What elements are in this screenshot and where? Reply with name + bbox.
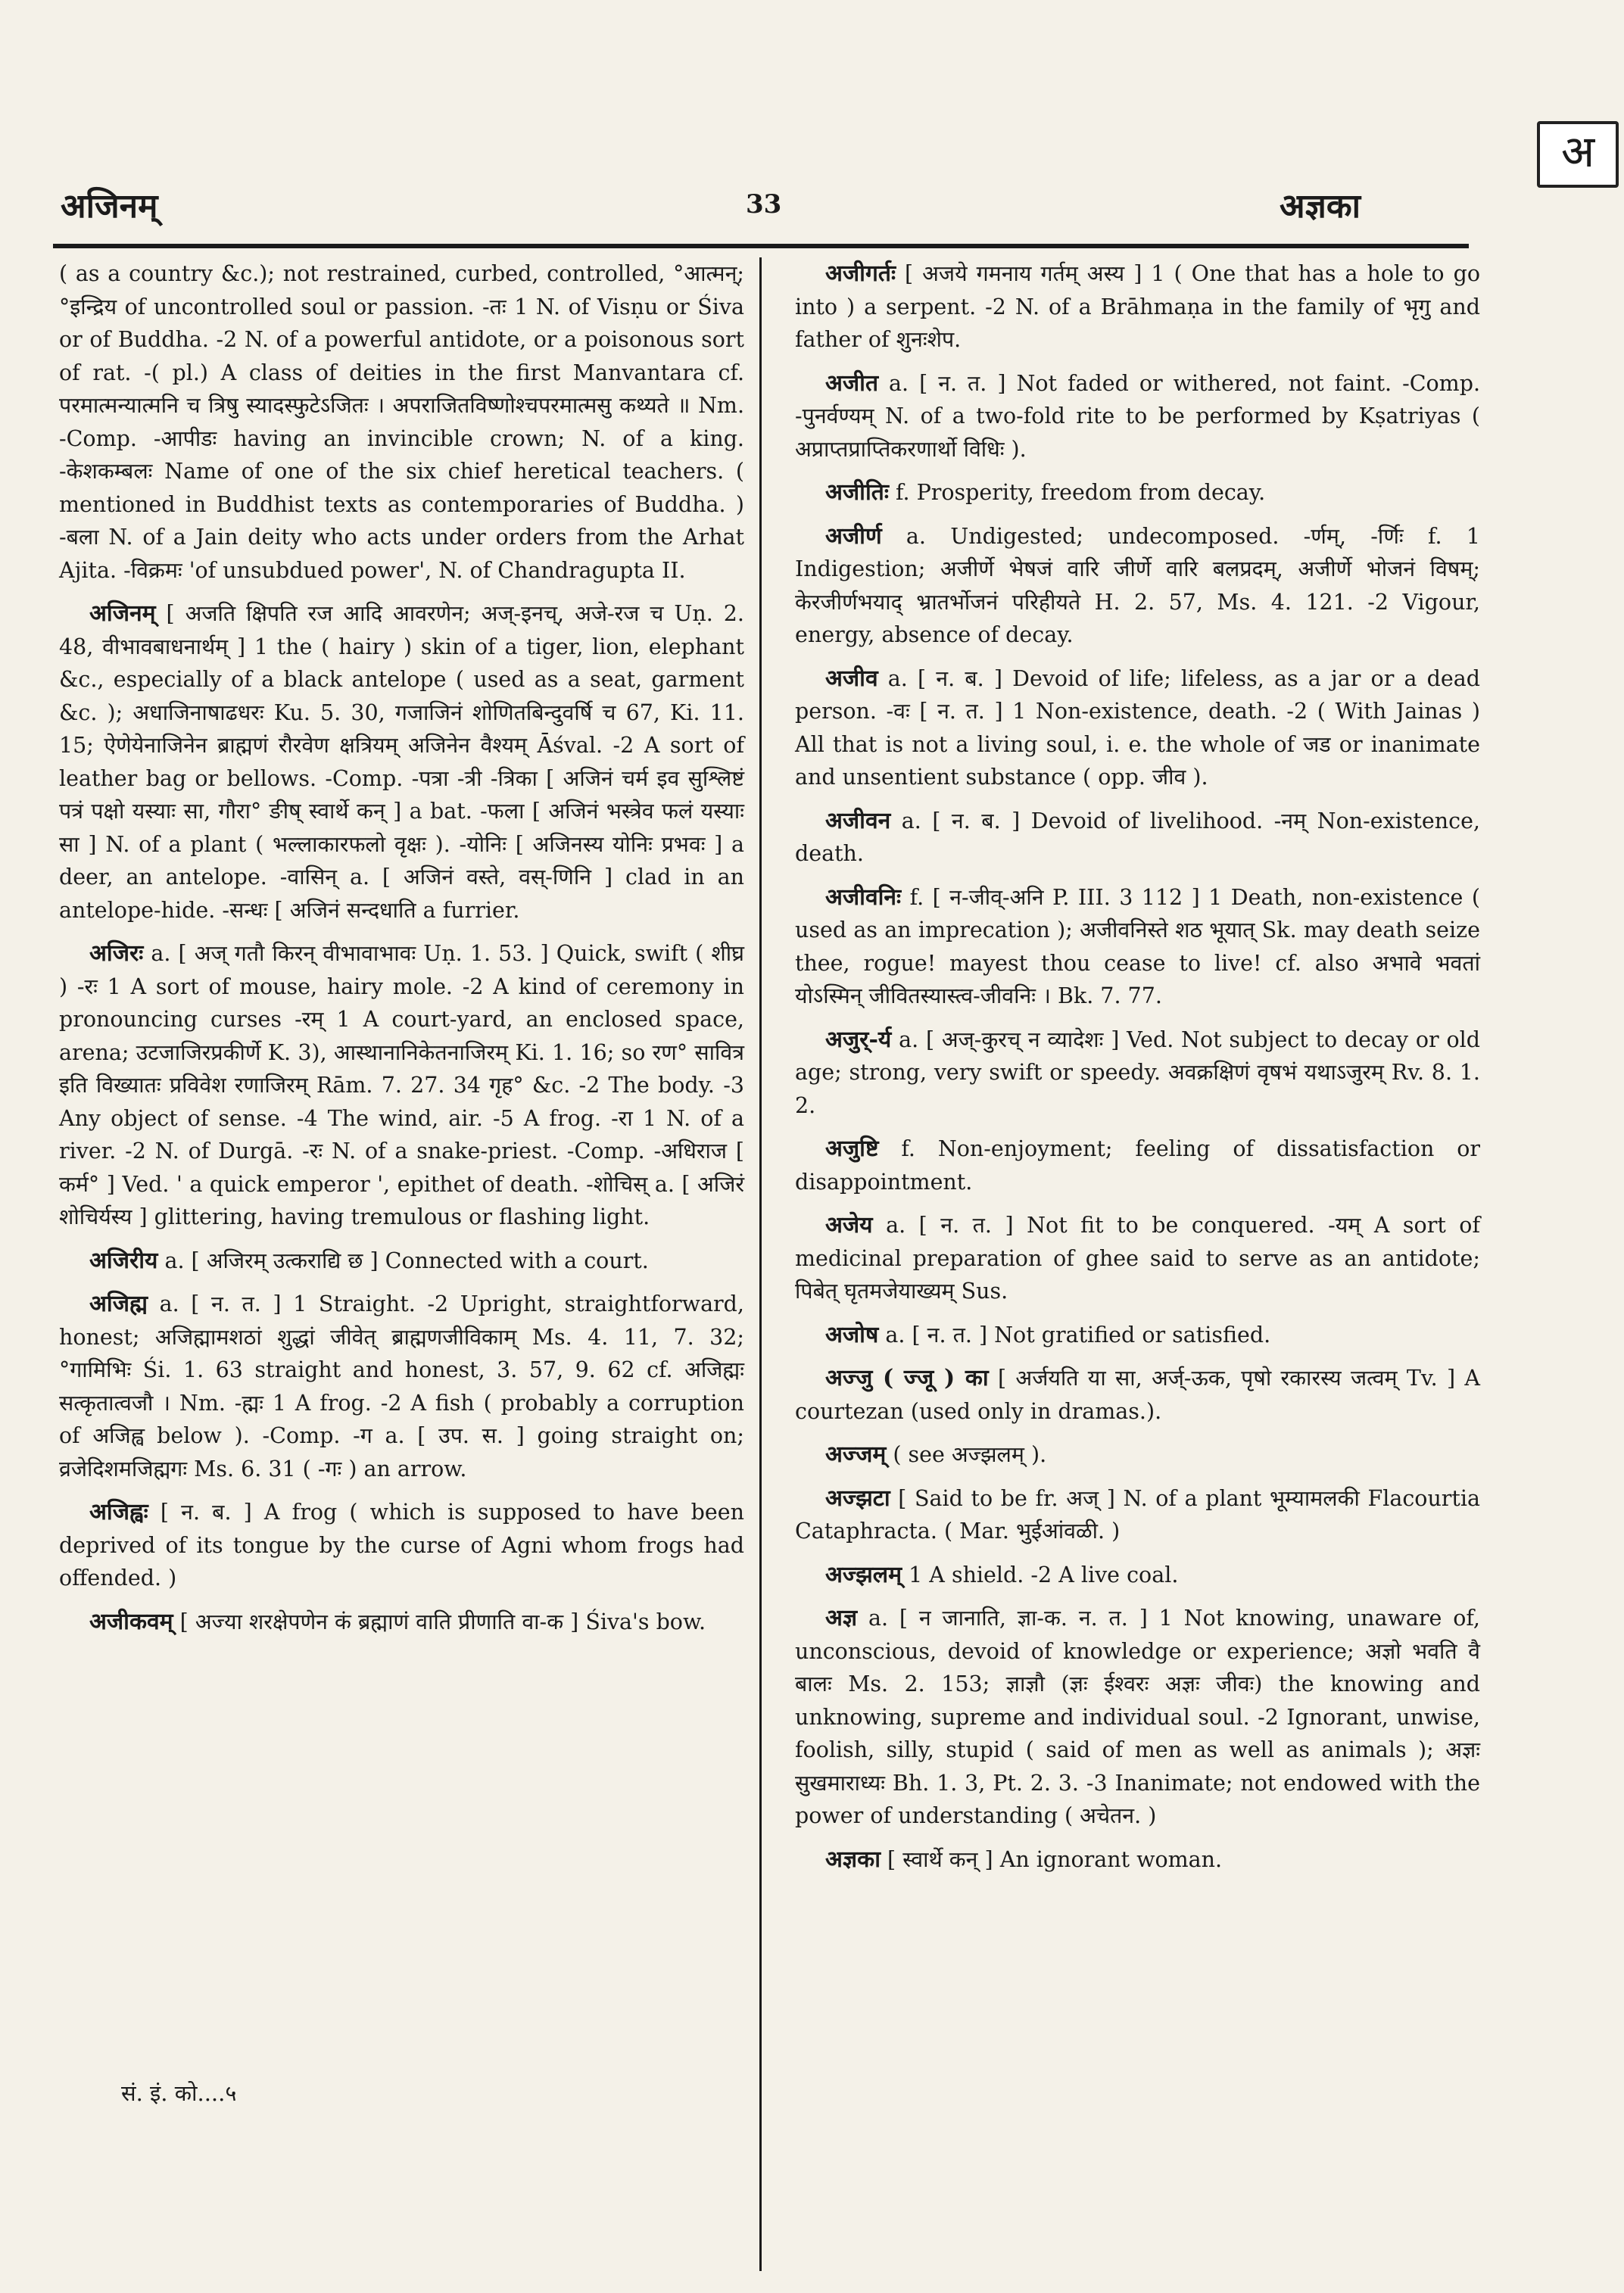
entry-headword: अजीत	[825, 369, 879, 397]
entry-headword: अजिह्म	[89, 1291, 148, 1317]
thumb-index-tab: अ	[1537, 121, 1619, 188]
header-first-word: अजिनम्	[61, 187, 158, 226]
entry-definition: a. [ न. त. ] Not faded or withered, not faint. -Comp. -पुनर्वण्यम् N. of a two-fold rite to be performed by Kṣatriyas ( अप्राप्तप्राप्तिकरणार्थो विधिः ).	[795, 370, 1480, 462]
dictionary-entry	[795, 257, 1480, 357]
page-number: 33	[746, 189, 782, 220]
dictionary-entry	[795, 1319, 1480, 1352]
entry-headword: अजिनम्	[89, 600, 156, 627]
entry-headword: अजीगर्तः	[825, 260, 896, 287]
entry-definition: a. [ न. त. ] Not gratified or satisfied.	[878, 1322, 1271, 1347]
dictionary-entry	[795, 805, 1480, 871]
entry-definition: a. Undigested; undecomposed. -र्णम्, -र्णिः f. 1 Indigestion; अजीर्णे भेषजं वारि जीर्णे वारि बलप्रदम्, अजीर्णे भोजनं विषम्; केरजीर्णभयाद् भ्रातर्भोजनं परिहीयते H. 2. 57, Ms. 4. 121. -2 Vigour, energy, absence of decay.	[795, 523, 1480, 647]
dictionary-entry	[795, 1843, 1480, 1877]
entry-headword: अजेय	[825, 1212, 873, 1238]
dictionary-entry	[795, 1362, 1480, 1428]
entry-headword: अज्जम्	[825, 1441, 887, 1468]
dictionary-entry	[795, 1023, 1480, 1123]
entry-headword: अजीव	[825, 665, 878, 692]
entry-definition: [ न. ब. ] A frog ( which is supposed to have been deprived of its tongue by the curse of Agni whom frogs had offended. )	[59, 1500, 744, 1590]
entry-headword: अजोष	[825, 1321, 879, 1348]
entry-headword: अजुष्टि	[825, 1136, 879, 1162]
entry-definition: a. [ न. ब. ] Devoid of life; lifeless, as a jar or a dead person. -वः [ न. त. ] 1 Non-existence, death. -2 ( With Jainas ) All that is not a living soul, i. e. the whole of जड or inanimate and unsentient substance ( opp. जीव ).	[795, 665, 1480, 790]
header-rule	[53, 244, 1469, 248]
column-divider	[759, 257, 762, 2271]
entry-definition: [ अर्जयति या सा, अर्ज्-ऊक, पृषो रकारस्य जत्वम् Tv. ] A courtezan (used only in dramas.).	[795, 1366, 1480, 1424]
entry-definition: [ Said to be fr. अज् ] N. of a plant भूम्यामलकी Flacourtia Cataphracta. ( Mar. भुईआंवळी. )	[795, 1485, 1480, 1544]
entry-headword: अज्जु ( ज्जू ) का	[825, 1365, 989, 1391]
entry-definition: a. [ न जानाति, ज्ञा-क. न. त. ] 1 Not knowing, unaware of, unconscious, devoid of knowledge or experience; अज्ञो भवति वै बालः Ms. 2. 153; ज्ञाज्ञौ (ज्ञः ईश्वरः अज्ञः जीवः) the knowing and unknowing, supreme and individual soul. -2 Ignorant, unwise, foolish, silly, stupid ( said of men as well as animals ); अज्ञः सुखमाराध्यः Bh. 1. 3, Pt. 2. 3. -3 Inanimate; not endowed with the power of understanding ( अचेतन. )	[795, 1606, 1480, 1828]
header-last-word: अज्ञका	[1280, 187, 1361, 226]
dictionary-entry	[59, 937, 744, 1234]
dictionary-entry	[795, 1438, 1480, 1472]
entry-headword: अज्ञ	[825, 1605, 858, 1631]
entry-definition: a. [ अजिरम् उत्कराद्यि छ ] Connected with a court.	[157, 1248, 649, 1273]
dictionary-entry	[59, 1288, 744, 1485]
entry-definition: f. Prosperity, freedom from decay.	[888, 480, 1266, 505]
dictionary-entry	[795, 520, 1480, 652]
entry-headword: अजीतिः	[825, 479, 889, 506]
dictionary-entry	[795, 476, 1480, 509]
entry-headword: अजीकवम्	[89, 1608, 173, 1635]
dictionary-entry	[59, 1606, 744, 1639]
entry-definition: 1 A shield. -2 A live coal.	[902, 1562, 1179, 1587]
dictionary-entry	[795, 1482, 1480, 1548]
entry-definition: a. [ न. ब. ] Devoid of livelihood. -नम् Non-existence, death.	[795, 808, 1480, 866]
entry-definition: [ अजये गमनाय गर्तम् अस्य ] 1 ( One that has a hole to go into ) a serpent. -2 N. of a Brāhmaṇa in the family of भृगु and father of शुनःशेप.	[795, 261, 1480, 352]
entry-definition: f. [ न-जीव्-अनि P. III. 3 112 ] 1 Death, non-existence ( used as an imprecation ); अजीवनिस्ते शठ भूयात् Sk. may death seize thee, rogue! mayest thou cease to live! cf. also अभावे भवतां योऽस्मिन् जीवितस्यास्त्व-जीवनिः । Bk. 7. 77.	[795, 884, 1480, 1008]
dictionary-entry	[795, 1602, 1480, 1833]
entry-definition: a. [ न. त. ] Not fit to be conquered. -यम् A sort of medicinal preparation of ghee said to serve as an antidote; पिबेत् घृतमजेयाख्यम् Sus.	[795, 1213, 1480, 1304]
entry-headword: अजीर्ण	[825, 522, 882, 550]
right-column	[795, 257, 1480, 1886]
entry-definition: a. [ अज् गतौ किरन् वीभावाभावः Uṇ. 1. 53. ] Quick, swift ( शीघ्र ) -रः 1 A sort of mouse, hairy mole. -2 A kind of ceremony in pronouncing curses -रम् 1 A court-yard, an enclosed space, arena; उटजाजिरप्रकीर्णे K. 3), आस्थानानिकेतनाजिरम् Ki. 1. 16; so रण° सावित्र इति विख्यातः प्रविवेश रणाजिरम् Rām. 7. 27. 34 गृह° &c. -2 The body. -3 Any object of sense. -4 The wind, air. -5 A frog. -रा 1 N. of a river. -2 N. of Durgā. -रः N. of a snake-priest. -Comp. -अधिराज [ कर्म° ] Ved. ' a quick emperor ', epithet of death. -शोचिस् a. [ अजिरं शोचिर्यस्य ] glittering, having tremulous or flashing light.	[59, 941, 744, 1229]
entry-definition: [ अज्या शरक्षेपणेन कं ब्रह्माणं वाति प्रीणाति वा-क ] Śiva's bow.	[173, 1609, 706, 1634]
entry-definition: ( see अज्झलम् ).	[886, 1442, 1047, 1467]
entry-headword: अजिरः	[89, 940, 144, 967]
entry-headword: अजुर्-र्य	[825, 1026, 892, 1053]
dictionary-entry	[795, 662, 1480, 794]
entry-definition: [ अजति क्षिपति रज आदि आवरणेन; अज्-इनच्, अजे-रज च Uṇ. 2. 48, वीभावबाधनार्थम् ] 1 the ( hairy ) skin of a tiger, lion, elephant &c., especially of a black antelope ( used as a seat, garment &c. ); अधाजिनाषाढधरः Ku. 5. 30, गजाजिनं शोणितबिन्दुवर्षि च 67, Ki. 11. 15; ऐणेयेनाजिनेन ब्राह्मणं रौरवेण क्षत्रियम् अजिनेन वैश्यम् Āśval. -2 A sort of leather bag or bellows. -Comp. -पत्रा -त्री -त्रिका [ अजिनं चर्म इव सुश्लिष्टं पत्रं पक्षो यस्याः सा, गौरा° ङीष् स्वार्थे कन् ] a bat. -फला [ अजिनं भस्त्रेव फलं यस्याः सा ] N. of a plant ( भल्लाकारफलो वृक्षः ). -योनिः [ अजिनस्य योनिः प्रभवः ] a deer, an antelope. -वासिन् a. [ अजिनं वस्ते, वस्-णिनि ] clad in an antelope-hide. -सन्धः [ अजिनं सन्दधाति a furrier.	[59, 601, 744, 923]
dictionary-entry	[59, 257, 744, 587]
entry-headword: अज्ञका	[825, 1846, 881, 1873]
dictionary-entry	[795, 1559, 1480, 1592]
dictionary-entry	[795, 367, 1480, 466]
entry-definition: a. [ न. त. ] 1 Straight. -2 Upright, straightforward, honest; अजिह्मामशठां शुद्धां जीवेत् ब्राह्मणजीविकाम् Ms. 4. 11, 7. 32; °गामिभिः Śi. 1. 63 straight and honest, 3. 57, 9. 62 cf. अजिह्मः सत्कृतात्वजौ । Nm. -ह्मः 1 A frog. -2 A fish ( probably a corruption of अजिह्व below ). -Comp. -ग a. [ उप. स. ] going straight on; व्रजेदिशमजिह्मगः Ms. 6. 31 ( -गः ) an arrow.	[59, 1291, 744, 1481]
entry-headword: अजीवन	[825, 807, 891, 834]
left-column	[59, 257, 744, 1649]
dictionary-entry	[59, 597, 744, 927]
dictionary-entry	[59, 1496, 744, 1595]
entry-definition: f. Non-enjoyment; feeling of dissatisfaction or disappointment.	[795, 1136, 1480, 1195]
dictionary-entry	[795, 1209, 1480, 1308]
entry-headword: अज्झलम्	[825, 1561, 902, 1588]
entry-definition: a. [ अज्-कुरच् न व्यादेशः ] Ved. Not subject to decay or old age; strong, very swift or speedy. अवक्रक्षिणं वृषभं यथाऽजुरम् Rv. 8. 1. 2.	[795, 1027, 1480, 1118]
entry-headword: अजिरीय	[89, 1247, 158, 1274]
dictionary-entry	[59, 1245, 744, 1278]
entry-definition: ( as a country &c.); not restrained, curbed, controlled, °आत्मन्; °इन्द्रिय of uncontrolled soul or passion. -तः 1 N. of Visṇu or Śiva or of Buddha. -2 N. of a powerful antidote, or a poisonous sort of rat. -( pl.) A class of deities in the first Manvantara cf. परमात्मन्यात्मनि च त्रिषु स्यादस्फुटेऽजितः । अपराजितविष्णोश्चपरमात्मसु कथ्यते ॥ Nm. -Comp. -आपीडः having an invincible crown; N. of a king. -केशकम्बलः Name of one of the six chief heretical teachers. ( mentioned in Buddhist texts as contemporaries of Buddha. ) -बला N. of a Jain deity who acts under orders from the Arhat Ajita. -विक्रमः 'of unsubdued power', N. of Chandragupta II.	[59, 261, 744, 583]
signature-mark: सं. इं. को....५	[121, 2080, 237, 2106]
entry-headword: अजिह्वः	[89, 1499, 148, 1525]
entry-headword: अज्झटा	[825, 1485, 890, 1512]
dictionary-entry	[795, 881, 1480, 1013]
entry-definition: [ स्वार्थे कन् ] An ignorant woman.	[880, 1846, 1223, 1872]
entry-headword: अजीवनिः	[825, 883, 902, 911]
dictionary-entry	[795, 1132, 1480, 1198]
